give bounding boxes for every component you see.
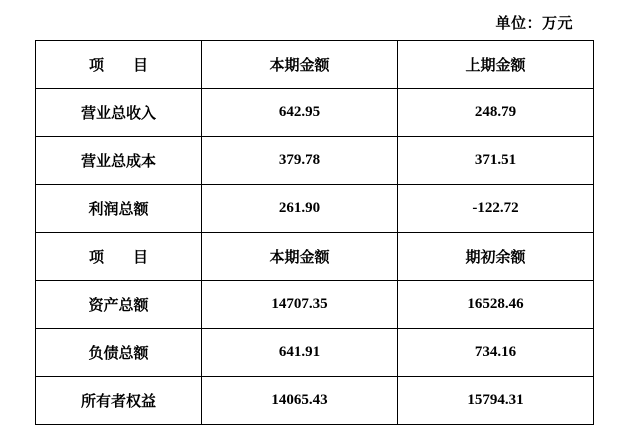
- row-opening-value: 16528.46: [398, 281, 594, 329]
- row-current-value: 642.95: [202, 89, 398, 137]
- row-item-text: 项 目: [88, 250, 155, 266]
- table-row: [36, 41, 594, 89]
- row-current-value: 本期金额: [202, 41, 398, 89]
- row-item-label: 所有者权益: [36, 377, 202, 425]
- row-item-label: 资产总额: [36, 281, 202, 329]
- row-item-label: 利润总额: [36, 185, 202, 233]
- row-item-label: 营业总成本: [36, 137, 202, 185]
- row-current-value: 14065.43: [202, 377, 398, 425]
- row-previous-value: 上期金额: [398, 41, 594, 89]
- row-current-value: 379.78: [202, 137, 398, 185]
- unit-note: 单位：万元: [495, 16, 573, 32]
- row-item-label: [36, 233, 202, 281]
- row-opening-value: 期初余额: [398, 233, 594, 281]
- table-row: [36, 329, 594, 377]
- table-row: [36, 281, 594, 329]
- row-current-value: 14707.35: [202, 281, 398, 329]
- table-row: [36, 137, 594, 185]
- table-row: [36, 185, 594, 233]
- row-item-text: 项 目: [88, 58, 155, 74]
- row-opening-value: 15794.31: [398, 377, 594, 425]
- row-item-label: [36, 41, 202, 89]
- table-body: [36, 41, 594, 425]
- row-opening-value: 734.16: [398, 329, 594, 377]
- row-previous-value: 248.79: [398, 89, 594, 137]
- row-current-value: 本期金额: [202, 233, 398, 281]
- row-previous-value: 371.51: [398, 137, 594, 185]
- financial-summary-table: [35, 40, 594, 425]
- table-row: [36, 89, 594, 137]
- row-current-value: 261.90: [202, 185, 398, 233]
- row-previous-value: -122.72: [398, 185, 594, 233]
- table-row: [36, 377, 594, 425]
- row-item-label: 营业总收入: [36, 89, 202, 137]
- table-row: [36, 233, 594, 281]
- row-current-value: 641.91: [202, 329, 398, 377]
- row-item-label: 负债总额: [36, 329, 202, 377]
